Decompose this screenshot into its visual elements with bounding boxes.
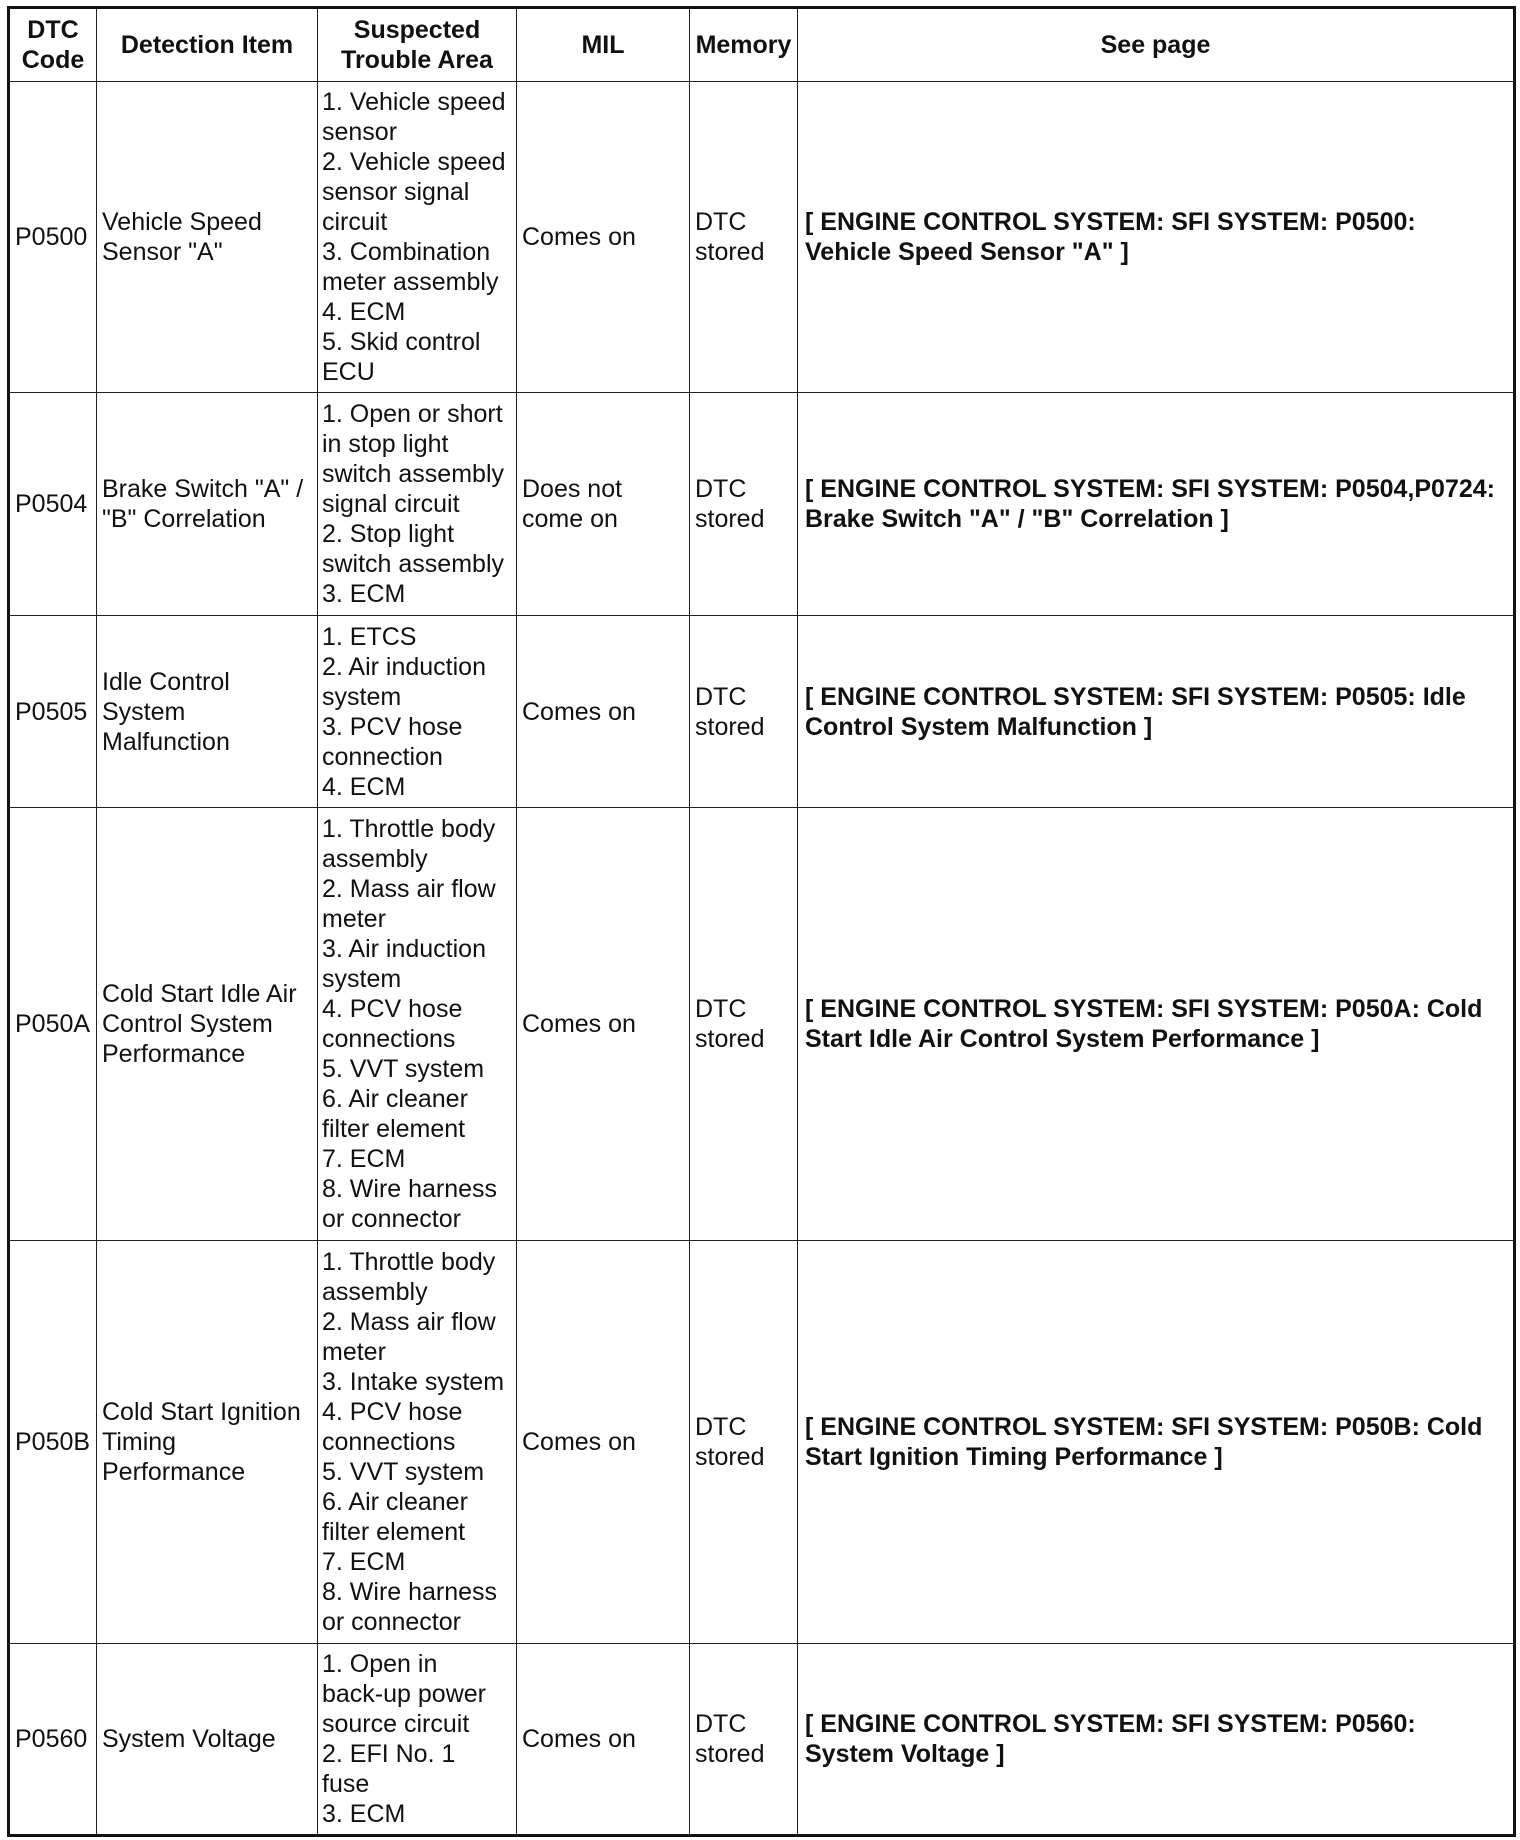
detection-item-cell-line: System — [102, 697, 186, 726]
trouble-area-cell-line: switch assembly — [322, 550, 504, 578]
memory-cell-line: stored — [695, 1740, 765, 1768]
header-mil: MIL — [517, 8, 690, 82]
mil-cell — [517, 808, 690, 1241]
trouble-area-cell-line: filter element — [322, 1115, 466, 1143]
see-page-cell — [798, 616, 1515, 808]
table-row — [9, 808, 1515, 1241]
table-row — [9, 616, 1515, 808]
mil-cell-line: come on — [522, 505, 618, 533]
trouble-area-cell-line: 7. ECM — [322, 1145, 406, 1173]
dtc-code-cell: P0500 — [9, 82, 97, 393]
see-page-cell-line: Control System Malfunction ] — [805, 712, 1153, 741]
detection-item-cell-line: Cold Start Ignition — [102, 1398, 301, 1426]
trouble-area-cell-line: source circuit — [322, 1710, 470, 1738]
trouble-area-cell — [318, 82, 517, 393]
memory-cell — [690, 82, 798, 393]
see-page-cell-line: [ ENGINE CONTROL SYSTEM: SFI SYSTEM: P050B: Cold — [805, 1413, 1483, 1441]
see-page-cell-line: [ ENGINE CONTROL SYSTEM: SFI SYSTEM: P0500: — [805, 208, 1416, 236]
mil-cell-line: Comes on — [522, 697, 636, 726]
trouble-area-cell-line: 2. Mass air flow — [322, 875, 496, 903]
header-dtc-code — [9, 8, 97, 82]
trouble-area-cell-line: meter assembly — [322, 268, 499, 296]
memory-cell — [690, 616, 798, 808]
trouble-area-cell-line: or connector — [322, 1205, 461, 1233]
trouble-area-cell-line: 3. Air induction — [322, 935, 486, 963]
dtc-code-cell: P0504 — [9, 393, 97, 616]
trouble-area-cell-line: 4. PCV hose — [322, 1398, 463, 1426]
detection-item-cell-line: Timing — [102, 1428, 177, 1456]
mil-cell — [517, 1241, 690, 1644]
memory-cell-line: DTC — [695, 208, 747, 236]
dtc-code-cell: P050B — [9, 1241, 97, 1644]
dtc-code-cell: P050A — [9, 808, 97, 1241]
trouble-area-cell — [318, 1644, 517, 1836]
mil-cell — [517, 1644, 690, 1836]
see-page-cell-line: [ ENGINE CONTROL SYSTEM: SFI SYSTEM: P0560: — [805, 1710, 1416, 1738]
detection-item-cell-line: Sensor "A" — [102, 238, 223, 266]
detection-item-cell-line: Cold Start Idle Air — [102, 980, 297, 1008]
trouble-area-cell-line: sensor signal — [322, 178, 470, 206]
detection-item-cell-line: Malfunction — [102, 727, 230, 756]
trouble-area-cell-line: signal circuit — [322, 490, 460, 518]
trouble-area-cell-line: 1. ETCS — [322, 622, 417, 651]
trouble-area-cell — [318, 1241, 517, 1644]
trouble-area-cell-line: sensor — [322, 118, 398, 146]
trouble-area-cell-line: 7. ECM — [322, 1548, 406, 1576]
header-suspected-trouble-area — [318, 8, 517, 82]
header-detection-item: Detection Item — [97, 8, 318, 82]
trouble-area-cell-line: 3. Combination — [322, 238, 491, 266]
trouble-area-cell-line: 1. Throttle body — [322, 1248, 496, 1276]
mil-cell-line: Does not — [522, 475, 623, 503]
see-page-cell-line: [ ENGINE CONTROL SYSTEM: SFI SYSTEM: P050A: Cold — [805, 995, 1483, 1023]
trouble-area-cell-line: 5. VVT system — [322, 1458, 485, 1486]
table-row — [9, 1241, 1515, 1644]
dtc-table — [7, 6, 1516, 1837]
trouble-area-cell-line: system — [322, 965, 402, 993]
memory-cell-line: stored — [695, 505, 765, 533]
see-page-cell-line: Brake Switch "A" / "B" Correlation ] — [805, 505, 1229, 533]
memory-cell-line: stored — [695, 712, 765, 741]
detection-item-cell — [97, 1644, 318, 1836]
memory-cell-line: stored — [695, 1025, 765, 1053]
trouble-area-cell-line: connection — [322, 742, 443, 771]
detection-item-cell — [97, 1241, 318, 1644]
trouble-area-cell-line: connections — [322, 1428, 456, 1456]
trouble-area-cell-line: 3. PCV hose — [322, 712, 463, 741]
see-page-cell-line: Vehicle Speed Sensor "A" ] — [805, 238, 1129, 266]
detection-item-cell-line: Performance — [102, 1458, 246, 1486]
mil-cell — [517, 616, 690, 808]
trouble-area-cell-line: 8. Wire harness — [322, 1175, 498, 1203]
see-page-cell-line: [ ENGINE CONTROL SYSTEM: SFI SYSTEM: P0504,P0724: — [805, 475, 1495, 503]
trouble-area-cell-line: assembly — [322, 845, 428, 873]
trouble-area-cell — [318, 616, 517, 808]
table-row — [9, 393, 1515, 616]
see-page-cell — [798, 82, 1515, 393]
mil-cell-line: Comes on — [522, 1428, 636, 1456]
trouble-area-cell-line: 4. ECM — [322, 298, 406, 326]
trouble-area-cell-line: 5. VVT system — [322, 1055, 485, 1083]
trouble-area-cell — [318, 393, 517, 616]
detection-item-cell — [97, 82, 318, 393]
trouble-area-cell-line: in stop light — [322, 430, 449, 458]
table-body — [9, 82, 1515, 1836]
detection-item-cell — [97, 393, 318, 616]
trouble-area-cell-line: 1. Vehicle speed — [322, 88, 506, 116]
mil-cell-line: Comes on — [522, 1010, 636, 1038]
detection-item-cell-line: System Voltage — [102, 1725, 276, 1753]
trouble-area-cell — [318, 808, 517, 1241]
memory-cell-line: DTC — [695, 1710, 747, 1738]
trouble-area-cell-line: 2. Stop light — [322, 520, 455, 548]
detection-item-cell — [97, 808, 318, 1241]
mil-cell — [517, 393, 690, 616]
dtc-code-cell: P0560 — [9, 1644, 97, 1836]
mil-cell-line: Comes on — [522, 1725, 636, 1753]
memory-cell — [690, 393, 798, 616]
memory-cell-line: DTC — [695, 682, 747, 711]
see-page-cell-line: Start Ignition Timing Performance ] — [805, 1443, 1223, 1471]
trouble-area-cell-line: 2. Mass air flow — [322, 1308, 496, 1336]
memory-cell — [690, 1644, 798, 1836]
see-page-cell — [798, 393, 1515, 616]
trouble-area-cell-line: 5. Skid control — [322, 328, 481, 356]
trouble-area-cell-line: 4. ECM — [322, 772, 406, 801]
header-text: DTC — [27, 16, 79, 44]
detection-item-cell-line: Control System — [102, 1010, 273, 1038]
detection-item-cell-line: Performance — [102, 1040, 246, 1068]
see-page-cell-line: [ ENGINE CONTROL SYSTEM: SFI SYSTEM: P0505: Idle — [805, 682, 1466, 711]
trouble-area-cell-line: 1. Open in — [322, 1650, 438, 1678]
trouble-area-cell-line: 2. Air induction — [322, 652, 486, 681]
trouble-area-cell-line: 3. ECM — [322, 580, 406, 608]
mil-cell — [517, 82, 690, 393]
trouble-area-cell-line: filter element — [322, 1518, 466, 1546]
trouble-area-cell-line: or connector — [322, 1608, 461, 1636]
trouble-area-cell-line: 2. EFI No. 1 — [322, 1740, 456, 1768]
trouble-area-cell-line: 6. Air cleaner — [322, 1085, 468, 1113]
memory-cell-line: stored — [695, 238, 765, 266]
trouble-area-cell-line: 3. ECM — [322, 1800, 406, 1828]
trouble-area-cell-line: 1. Throttle body — [322, 815, 496, 843]
detection-item-cell-line: Vehicle Speed — [102, 208, 262, 236]
detection-item-cell-line: Brake Switch "A" / — [102, 475, 304, 503]
trouble-area-cell-line: 2. Vehicle speed — [322, 148, 506, 176]
header-text: Code — [21, 46, 85, 74]
table-row — [9, 82, 1515, 393]
trouble-area-cell-line: fuse — [322, 1770, 370, 1798]
trouble-area-cell-line: 4. PCV hose — [322, 995, 463, 1023]
trouble-area-cell-line: meter — [322, 1338, 386, 1366]
memory-cell-line: DTC — [695, 1413, 747, 1441]
header-text: Suspected — [353, 16, 481, 44]
trouble-area-cell-line: switch assembly — [322, 460, 504, 488]
trouble-area-cell-line: connections — [322, 1025, 456, 1053]
header-memory: Memory — [690, 8, 798, 82]
see-page-cell — [798, 1644, 1515, 1836]
trouble-area-cell-line: circuit — [322, 208, 388, 236]
trouble-area-cell-line: 6. Air cleaner — [322, 1488, 468, 1516]
trouble-area-cell-line: meter — [322, 905, 386, 933]
header-text: Trouble Area — [341, 46, 493, 74]
memory-cell-line: stored — [695, 1443, 765, 1471]
trouble-area-cell-line: ECU — [322, 358, 375, 386]
mil-cell-line: Comes on — [522, 223, 636, 251]
trouble-area-cell-line: assembly — [322, 1278, 428, 1306]
see-page-cell-line: Start Idle Air Control System Performance ] — [805, 1025, 1320, 1053]
header-see-page: See page — [798, 8, 1515, 82]
trouble-area-cell-line: 8. Wire harness — [322, 1578, 498, 1606]
trouble-area-cell-line: back-up power — [322, 1680, 486, 1708]
dtc-code-cell: P0505 — [9, 616, 97, 808]
detection-item-cell — [97, 616, 318, 808]
detection-item-cell-line: "B" Correlation — [102, 505, 266, 533]
see-page-cell — [798, 808, 1515, 1241]
header-row — [9, 8, 1515, 82]
table-row — [9, 1644, 1515, 1836]
trouble-area-cell-line: 3. Intake system — [322, 1368, 505, 1396]
memory-cell — [690, 1241, 798, 1644]
detection-item-cell-line: Idle Control — [102, 667, 230, 696]
memory-cell-line: DTC — [695, 995, 747, 1023]
see-page-cell — [798, 1241, 1515, 1644]
memory-cell-line: DTC — [695, 475, 747, 503]
see-page-cell-line: System Voltage ] — [805, 1740, 1005, 1768]
memory-cell — [690, 808, 798, 1241]
trouble-area-cell-line: system — [322, 682, 402, 711]
trouble-area-cell-line: 1. Open or short — [322, 400, 503, 428]
